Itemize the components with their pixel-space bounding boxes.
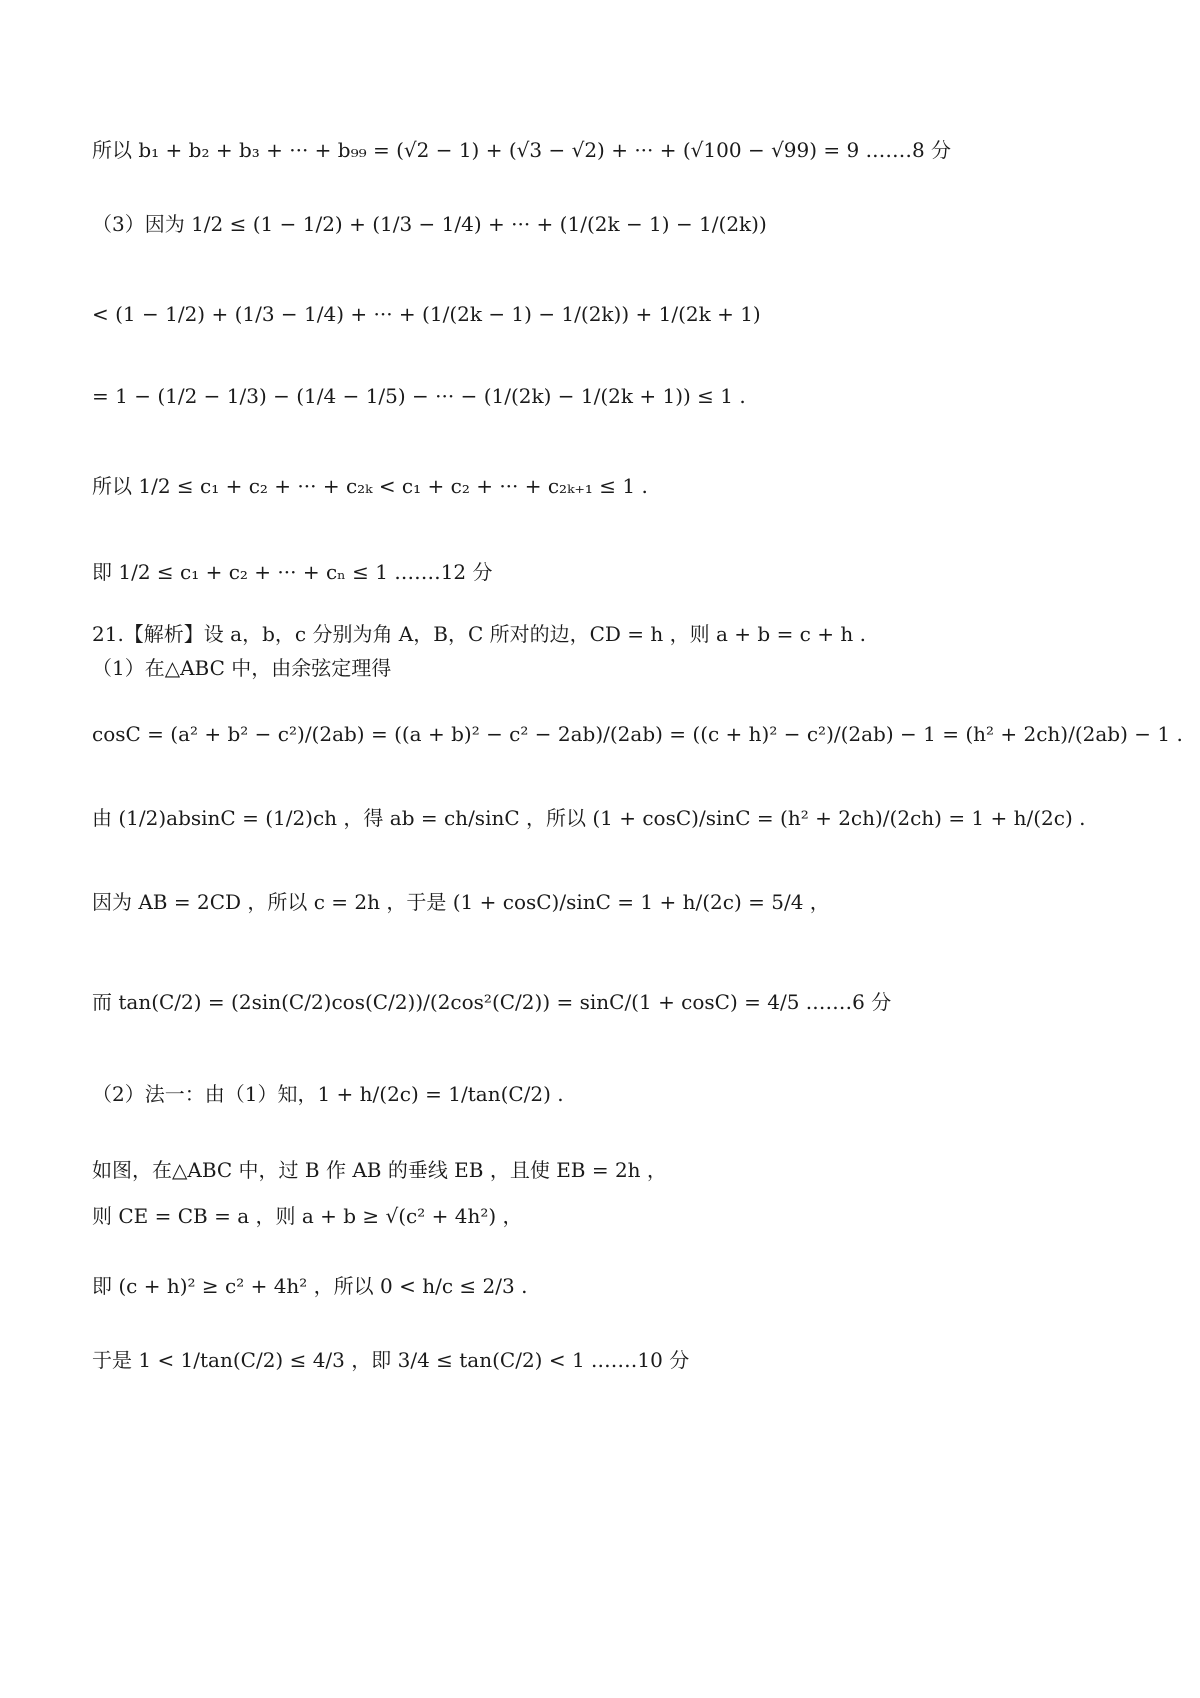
text-line-11: 因为 AB = 2CD ，所以 c = 2h ，于是 (1 + cosC)/sinC = 1 + h/(2c) = 5/4 ， — [92, 890, 830, 914]
text-line-14: 如图，在△ABC 中，过 B 作 AB 的垂线 EB ，且使 EB = 2h ， — [92, 1158, 667, 1182]
text-line-1: 所以 b₁ + b₂ + b₃ + ··· + b₉₉ = (√2 − 1) + (√3 − √2) + ··· + (√100 − √99) = 9 .……8 分 — [92, 138, 952, 162]
text-line-10: 由 (1/2)absinC = (1/2)ch ，得 ab = ch/sinC ，所以 (1 + cosC)/sinC = (h² + 2ch)/(2ch) = 1 + h/(2c) . — [92, 806, 1086, 830]
text-line-5: 所以 1/2 ≤ c₁ + c₂ + ··· + c₂ₖ < c₁ + c₂ + ··· + c₂ₖ₊₁ ≤ 1 . — [92, 474, 648, 498]
text-line-3: < (1 − 1/2) + (1/3 − 1/4) + ··· + (1/(2k − 1) − 1/(2k)) + 1/(2k + 1) — [92, 302, 761, 326]
text-line-6: 即 1/2 ≤ c₁ + c₂ + ··· + cₙ ≤ 1 .……12 分 — [92, 560, 493, 584]
text-line-7: 21.【解析】设 a，b，c 分别为角 A，B，C 所对的边，CD = h ，则 a + b = c + h . — [92, 622, 866, 646]
text-line-13: （2）法一：由（1）知，1 + h/(2c) = 1/tan(C/2) . — [92, 1082, 564, 1106]
text-line-17: 于是 1 < 1/tan(C/2) ≤ 4/3 ，即 3/4 ≤ tan(C/2) < 1 .……10 分 — [92, 1348, 690, 1372]
text-line-15: 则 CE = CB = a ，则 a + b ≥ √(c² + 4h²) ， — [92, 1204, 523, 1228]
text-line-9: cosC = (a² + b² − c²)/(2ab) = ((a + b)² − c² − 2ab)/(2ab) = ((c + h)² − c²)/(2ab) − 1 = (h² + 2ch)/(2ab) − 1 . — [92, 722, 1183, 746]
text-line-8: （1）在△ABC 中，由余弦定理得 — [92, 656, 392, 680]
text-line-12: 而 tan(C/2) = (2sin(C/2)cos(C/2))/(2cos²(C/2)) = sinC/(1 + cosC) = 4/5 .……6 分 — [92, 990, 892, 1014]
text-line-16: 即 (c + h)² ≥ c² + 4h² ，所以 0 < h/c ≤ 2/3 . — [92, 1274, 528, 1298]
text-line-2: （3）因为 1/2 ≤ (1 − 1/2) + (1/3 − 1/4) + ··· + (1/(2k − 1) − 1/(2k)) — [92, 212, 767, 236]
text-line-4: = 1 − (1/2 − 1/3) − (1/4 − 1/5) − ··· − (1/(2k) − 1/(2k + 1)) ≤ 1 . — [92, 384, 746, 408]
